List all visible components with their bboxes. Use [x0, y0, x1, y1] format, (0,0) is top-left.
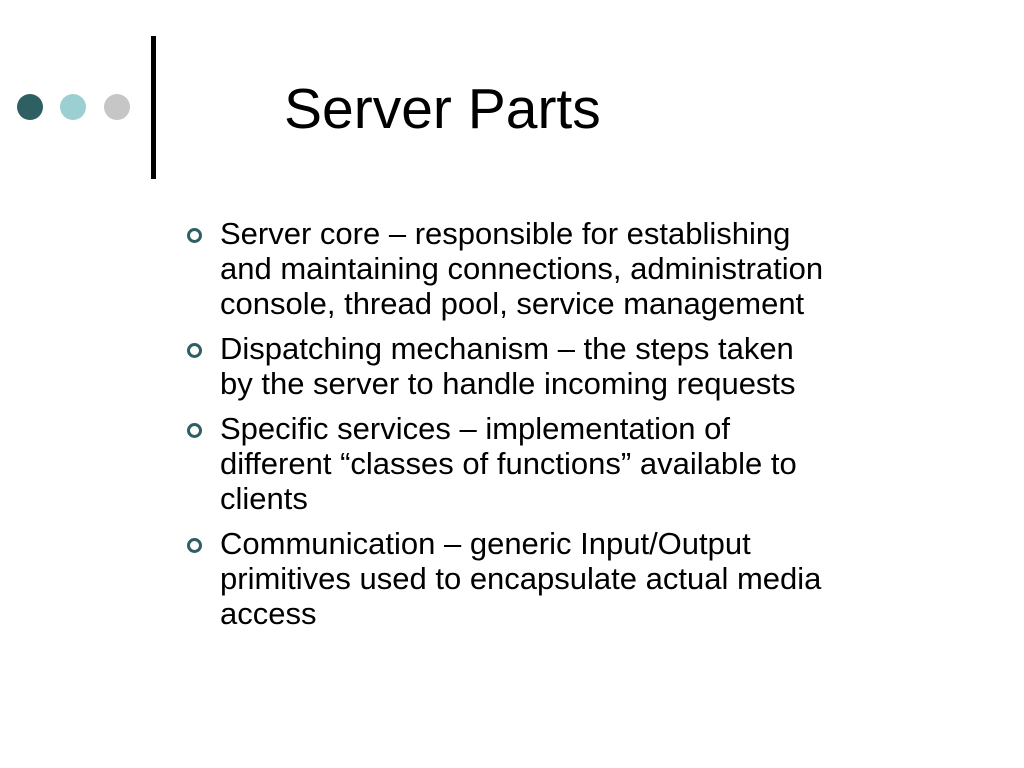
- title-divider-line: [151, 36, 156, 179]
- decorative-dot-light-teal: [60, 94, 86, 120]
- slide-title: Server Parts: [284, 77, 601, 141]
- bullet-text: Server core – responsible for establishing and maintaining connections, administration console, thread pool, service management: [220, 216, 824, 321]
- ring-bullet-icon: [187, 423, 202, 438]
- decorative-dot-gray: [104, 94, 130, 120]
- ring-bullet-icon: [187, 228, 202, 243]
- bullet-item-dispatching-mechanism: [185, 331, 965, 401]
- decorative-dot-dark: [17, 94, 43, 120]
- bullet-list: [185, 216, 965, 641]
- ring-bullet-icon: [187, 343, 202, 358]
- bullet-text: Specific services – implementation of different “classes of functions” available to clients: [220, 411, 797, 516]
- bullet-text: Communication – generic Input/Output primitives used to encapsulate actual media access: [220, 526, 822, 631]
- ring-bullet-icon: [187, 538, 202, 553]
- bullet-item-specific-services: [185, 411, 965, 516]
- bullet-text: Dispatching mechanism – the steps taken by the server to handle incoming requests: [220, 331, 796, 401]
- bullet-item-server-core: [185, 216, 965, 321]
- bullet-item-communication: [185, 526, 965, 631]
